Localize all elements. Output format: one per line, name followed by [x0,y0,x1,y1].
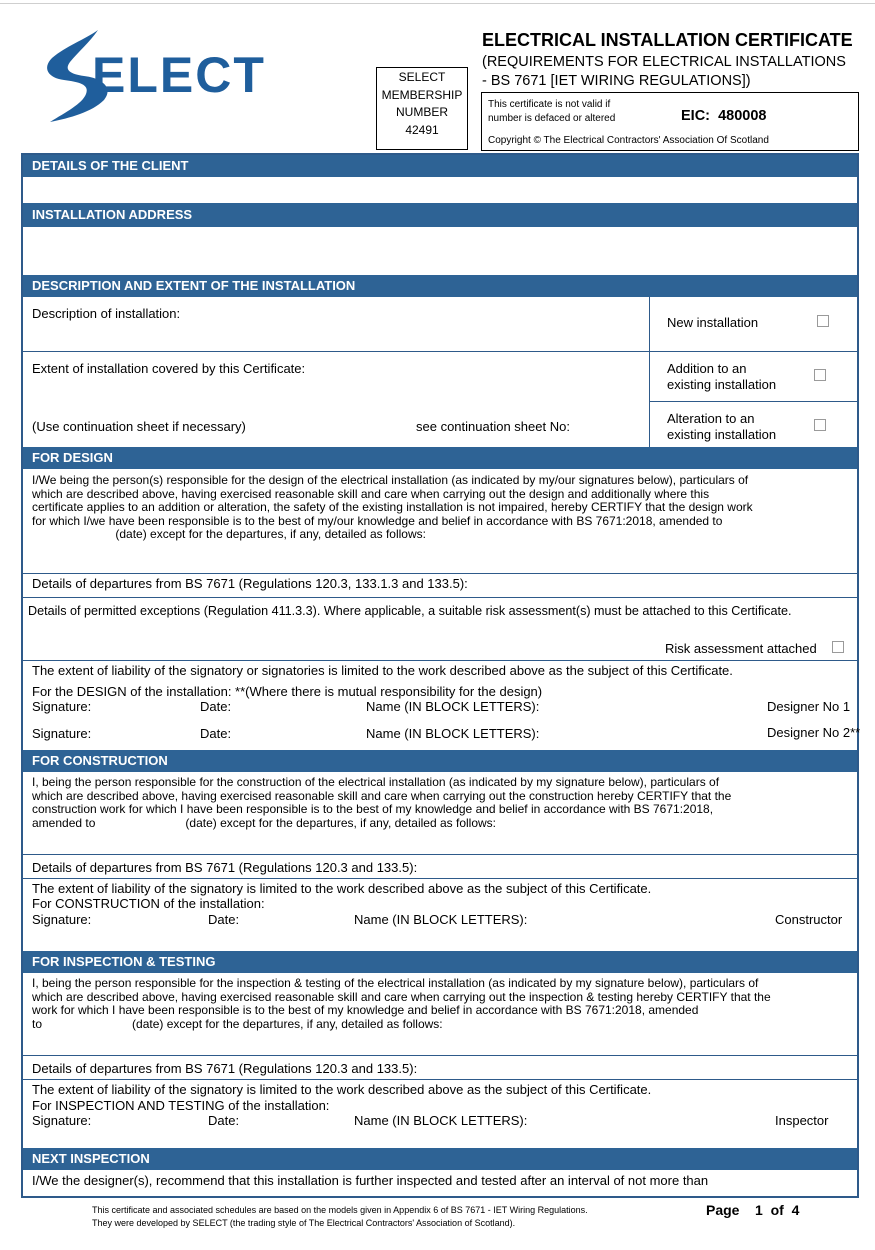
eic-label: EIC: [681,108,710,124]
membership-line: MEMBERSHIP [381,87,463,102]
divider [23,597,857,598]
construction-for-line: For CONSTRUCTION of the installation: [32,896,265,911]
design-declaration [32,474,832,542]
divider [23,1055,857,1056]
select-logo [40,26,340,126]
footer-note [92,1204,588,1230]
page-number: 1 [755,1202,763,1218]
continuation-note: (Use continuation sheet if necessary) [32,419,246,434]
eic-box [481,92,859,151]
declaration-line: construction work for which I have been responsible is to the best of my knowledge and belief in accordance with BS 7671:2018, [32,802,714,816]
alteration-line: existing installation [667,427,777,442]
divider [23,573,857,574]
permitted-exceptions-label: Details of permitted exceptions (Regulation 411.3.3). Where applicable, a suitable risk assessment(s) must be attached to this Certificate. [28,604,792,618]
declaration-line: certificate applies to an addition or alteration, the safety of the existing installation is not impaired, hereby CERTIFY that the design work [32,500,753,514]
declaration-line: I, being the person responsible for the construction of the electrical installation (as indicated by my signature below), particulars of [32,775,720,789]
next-inspection-text: I/We the designer(s), recommend that this installation is further inspected and tested after an interval of not more than [32,1173,709,1188]
inspection-name-label: Name (IN BLOCK LETTERS): [354,1113,528,1128]
section-header-client: DETAILS OF THE CLIENT [23,155,857,177]
subtitle-line: (REQUIREMENTS FOR ELECTRICAL INSTALLATIONS [482,54,846,70]
divider [23,878,857,879]
declaration-line: which are described above, having exercised reasonable skill and care when carrying out the inspection & testing hereby CERTIFY that the [32,989,771,1004]
design-name-label-1: Name (IN BLOCK LETTERS): [366,699,540,714]
inspection-departures-label: Details of departures from BS 7671 (Regulations 120.3 and 133.5): [32,1061,418,1076]
inspector-label: Inspector [775,1113,829,1128]
design-date-label-1: Date: [200,699,232,714]
declaration-line: amended to (date) except for the departures, if any, detailed as follows: [32,815,497,830]
alteration-line: Alteration to an [667,411,755,426]
addition-line: existing installation [667,377,777,392]
construction-declaration [32,776,832,830]
constructor-label: Constructor [775,912,843,927]
continuation-sheet-label: see continuation sheet No: [416,419,570,434]
designer-2-label: Designer No 2** [767,725,861,740]
divider [649,297,650,447]
design-liability: The extent of liability of the signatory or signatories is limited to the work described above as the subject of this Certificate. [32,663,733,678]
new-installation-label: New installation [667,315,759,330]
designer-1-label: Designer No 1 [767,699,851,714]
design-name-label-2: Name (IN BLOCK LETTERS): [366,726,540,741]
construction-liability: The extent of liability of the signatory is limited to the work described above as the subject of this Certificate. [32,881,652,896]
declaration-line: to (date) except for the departures, if any, detailed as follows: [32,1016,443,1031]
risk-assessment-checkbox[interactable] [832,641,844,653]
divider [23,854,857,855]
section-header-next-inspection: NEXT INSPECTION [23,1148,857,1170]
declaration-line: which are described above, having exercised reasonable skill and care when carrying out the construction hereby CERTIFY that the [32,788,732,803]
membership-line: SELECT [398,70,446,84]
section-header-description: DESCRIPTION AND EXTENT OF THE INSTALLATION [23,275,857,297]
inspection-signature-label: Signature: [32,1113,92,1128]
top-rule [0,3,875,4]
extent-label: Extent of installation covered by this Certificate: [32,361,306,376]
declaration-line: which are described above, having exercised reasonable skill and care when carrying out the design and additionally where this [32,486,710,501]
construction-departures-label: Details of departures from BS 7671 (Regulations 120.3 and 133.5): [32,860,418,875]
alteration-label [667,411,776,443]
page-of-label: of [770,1202,784,1218]
client-details-field[interactable] [23,177,857,203]
alteration-checkbox[interactable] [814,419,826,431]
section-header-inspection: FOR INSPECTION & TESTING [23,951,857,973]
new-installation-checkbox[interactable] [817,315,829,327]
eic-value: 480008 [718,108,767,124]
design-departures-label: Details of departures from BS 7671 (Regulations 120.3, 133.1.3 and 133.5): [32,576,468,591]
declaration-line: I/We being the person(s) responsible for the design of the electrical installation (as indicated by my/our signatures below), particulars of [32,473,749,487]
declaration-line: work for which I have been responsible is to the best of my knowledge and belief in accordance with BS 7671:2018, amended [32,1003,699,1017]
addition-line: Addition to an [667,361,747,376]
page-label: Page [706,1202,740,1218]
construction-date-label: Date: [208,912,240,927]
section-header-construction: FOR CONSTRUCTION [23,750,857,772]
inspection-declaration [32,977,832,1031]
divider [23,351,857,352]
copyright: Copyright © The Electrical Contractors' Association Of Scotland [488,135,769,146]
eic-number [681,108,766,124]
divider [649,401,857,402]
membership-line: NUMBER [395,105,448,119]
design-date-label-2: Date: [200,726,232,741]
subtitle-line: - BS 7671 [IET WIRING REGULATIONS]) [482,73,751,89]
membership-box [376,67,468,150]
addition-label [667,361,776,393]
inspection-for-line: For INSPECTION AND TESTING of the installation: [32,1098,330,1113]
page-indicator [706,1202,799,1218]
validity-note: This certificate is not valid if number is defaced or altered [488,99,616,124]
section-header-design: FOR DESIGN [23,447,857,469]
footer-line: They were developed by SELECT (the trading style of The Electrical Contractors' Association of Scotland). [92,1218,516,1228]
design-responsibility: For the DESIGN of the installation: **(Where there is mutual responsibility for the design) [32,684,543,699]
risk-assessment-label: Risk assessment attached [665,641,817,656]
construction-name-label: Name (IN BLOCK LETTERS): [354,912,528,927]
membership-number: 42491 [405,122,439,137]
declaration-line: I, being the person responsible for the inspection & testing of the electrical installation (as indicated by my signature below), particulars of [32,976,759,990]
description-label: Description of installation: [32,306,181,321]
certificate-subtitle [482,53,846,91]
divider [23,1079,857,1080]
addition-checkbox[interactable] [814,369,826,381]
section-header-address: INSTALLATION ADDRESS [23,203,857,227]
page-total: 4 [791,1202,800,1218]
inspection-date-label: Date: [208,1113,240,1128]
inspection-liability: The extent of liability of the signatory is limited to the work described above as the subject of this Certificate. [32,1082,652,1097]
installation-address-field[interactable] [23,227,857,275]
certificate-title: ELECTRICAL INSTALLATION CERTIFICATE [482,30,853,50]
declaration-line: for which I/we have been responsible is to the best of my/our knowledge and belief in accordance with BS 7671:2018, amended to [32,513,723,528]
declaration-line: (date) except for the departures, if any, detailed as follows: [32,527,426,541]
design-signature-label-1: Signature: [32,699,92,714]
logo-text: ELECT [92,47,266,103]
design-signature-label-2: Signature: [32,726,92,741]
footer-line: This certificate and associated schedules are based on the models given in Appendix 6 of BS 7671 - IET Wiring Regulations. [92,1205,588,1215]
divider [23,660,857,661]
construction-signature-label: Signature: [32,912,92,927]
